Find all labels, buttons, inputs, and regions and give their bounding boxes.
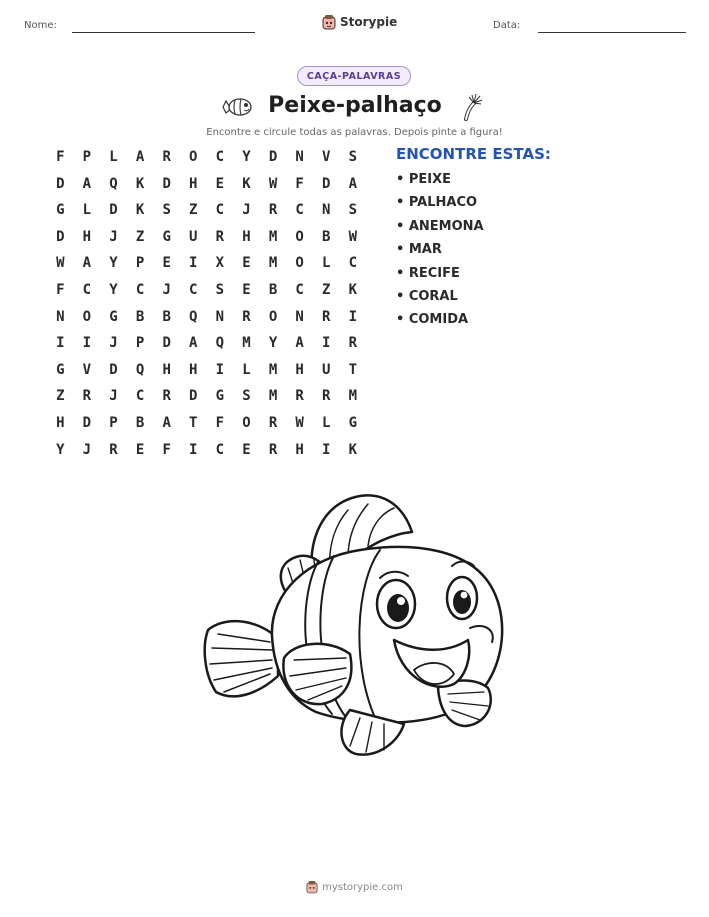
- instructions: Encontre e circule todas as palavras. Depois pinte a figura!: [206, 127, 503, 138]
- grid-cell[interactable]: M: [348, 388, 358, 405]
- name-line: [72, 32, 255, 33]
- grid-cell[interactable]: E: [242, 255, 251, 272]
- grid-cell[interactable]: K: [135, 175, 145, 192]
- grid-cell[interactable]: M: [268, 361, 278, 378]
- grid-cell[interactable]: Q: [215, 335, 225, 352]
- grid-cell[interactable]: D: [56, 228, 65, 245]
- grid-row: [47, 335, 366, 362]
- grid-cell[interactable]: Y: [109, 255, 118, 272]
- word-list: [396, 172, 484, 336]
- grid-cell[interactable]: E: [242, 281, 251, 298]
- grid-cell[interactable]: B: [322, 228, 331, 245]
- grid-cell[interactable]: Q: [109, 175, 118, 192]
- grid-cell[interactable]: J: [109, 228, 118, 245]
- grid-cell[interactable]: L: [322, 255, 331, 272]
- grid-cell[interactable]: B: [135, 308, 145, 325]
- grid-cell[interactable]: E: [162, 255, 171, 272]
- grid-cell[interactable]: D: [109, 361, 118, 378]
- grid-cell[interactable]: I: [322, 441, 331, 458]
- grid-cell[interactable]: I: [322, 335, 331, 352]
- grid-cell[interactable]: C: [215, 202, 225, 219]
- grid-cell[interactable]: W: [56, 255, 65, 272]
- grid-cell[interactable]: J: [242, 202, 251, 219]
- grid-cell[interactable]: W: [295, 414, 304, 431]
- grid-cell[interactable]: G: [56, 202, 65, 219]
- grid-cell[interactable]: C: [215, 441, 225, 458]
- grid-cell[interactable]: R: [215, 228, 225, 245]
- word-item: • MAR: [396, 242, 442, 258]
- grid-cell[interactable]: H: [162, 361, 171, 378]
- grid-cell[interactable]: H: [189, 175, 198, 192]
- grid-row: [47, 229, 366, 256]
- grid-cell[interactable]: F: [56, 281, 65, 298]
- clownfish-illustration[interactable]: [200, 488, 510, 758]
- grid-cell[interactable]: Z: [56, 388, 65, 405]
- grid-cell[interactable]: O: [82, 308, 92, 325]
- grid-cell[interactable]: T: [189, 414, 198, 431]
- grid-row: [47, 202, 366, 229]
- grid-row: [47, 442, 366, 469]
- brand-name: Storypie: [340, 15, 398, 29]
- grid-cell[interactable]: Y: [268, 335, 278, 352]
- grid-row: [47, 388, 366, 415]
- grid-cell[interactable]: V: [322, 149, 331, 165]
- footer-url[interactable]: mystorypie.com: [322, 881, 403, 893]
- grid-cell[interactable]: E: [242, 441, 251, 458]
- grid-cell[interactable]: D: [56, 175, 65, 192]
- word-item: • RECIFE: [396, 265, 460, 281]
- grid-row: [47, 149, 366, 176]
- grid-cell[interactable]: Z: [189, 202, 198, 219]
- grid-cell[interactable]: B: [268, 281, 278, 298]
- grid-cell[interactable]: F: [56, 149, 65, 165]
- grid-cell[interactable]: N: [295, 149, 304, 165]
- grid-cell[interactable]: D: [82, 414, 92, 431]
- grid-cell[interactable]: R: [268, 441, 278, 458]
- grid-cell[interactable]: H: [295, 441, 304, 458]
- grid-cell[interactable]: P: [109, 414, 118, 431]
- grid-cell[interactable]: F: [162, 441, 171, 458]
- grid-cell[interactable]: F: [295, 175, 304, 192]
- grid-cell[interactable]: M: [268, 228, 278, 245]
- grid-cell[interactable]: R: [322, 388, 331, 405]
- grid-cell[interactable]: C: [215, 149, 225, 165]
- word-item: • ANEMONA: [396, 218, 484, 234]
- grid-cell[interactable]: G: [162, 228, 171, 245]
- grid-cell[interactable]: D: [162, 175, 171, 192]
- name-label: Nome:: [24, 20, 57, 31]
- grid-cell[interactable]: D: [268, 149, 278, 165]
- grid-cell[interactable]: V: [82, 361, 92, 378]
- grid-cell[interactable]: L: [109, 149, 118, 165]
- grid-cell[interactable]: R: [295, 388, 304, 405]
- grid-cell[interactable]: H: [189, 361, 198, 378]
- grid-cell[interactable]: C: [295, 202, 304, 219]
- grid-cell[interactable]: R: [322, 308, 331, 325]
- grid-cell[interactable]: K: [242, 175, 251, 192]
- storypie-logo-icon: [322, 14, 336, 30]
- grid-cell[interactable]: N: [295, 308, 304, 325]
- grid-cell[interactable]: E: [215, 175, 225, 192]
- grid-cell[interactable]: G: [348, 414, 358, 431]
- grid-cell[interactable]: R: [268, 414, 278, 431]
- grid-cell[interactable]: G: [215, 388, 225, 405]
- footer: [0, 880, 709, 894]
- grid-cell[interactable]: R: [82, 388, 92, 405]
- grid-cell[interactable]: H: [295, 361, 304, 378]
- grid-cell[interactable]: S: [162, 202, 171, 219]
- grid-cell[interactable]: I: [189, 441, 198, 458]
- grid-row: [47, 362, 366, 389]
- grid-cell[interactable]: D: [109, 202, 118, 219]
- grid-cell[interactable]: M: [242, 335, 251, 352]
- word-item: • CORAL: [396, 288, 458, 304]
- grid-cell[interactable]: H: [56, 414, 65, 431]
- grid-cell[interactable]: A: [135, 149, 145, 165]
- grid-cell[interactable]: H: [82, 228, 92, 245]
- grid-cell[interactable]: U: [322, 361, 331, 378]
- grid-row: [47, 176, 366, 203]
- grid-cell[interactable]: Y: [109, 281, 118, 298]
- grid-row: [47, 415, 366, 442]
- grid-cell[interactable]: E: [135, 441, 145, 458]
- grid-cell[interactable]: D: [322, 175, 331, 192]
- grid-cell[interactable]: Y: [56, 441, 65, 458]
- grid-cell[interactable]: Y: [242, 149, 251, 165]
- date-line: [538, 32, 686, 33]
- grid-cell[interactable]: M: [268, 255, 278, 272]
- grid-cell[interactable]: M: [268, 388, 278, 405]
- grid-cell[interactable]: Z: [322, 281, 331, 298]
- grid-cell[interactable]: U: [189, 228, 198, 245]
- grid-cell[interactable]: A: [348, 175, 358, 192]
- grid-cell[interactable]: X: [215, 255, 225, 272]
- grid-cell[interactable]: I: [215, 361, 225, 378]
- grid-cell[interactable]: R: [162, 149, 171, 165]
- word-search-grid: [47, 149, 366, 468]
- grid-cell[interactable]: K: [348, 441, 358, 458]
- category-badge: CAÇA-PALAVRAS: [297, 66, 411, 86]
- word-item: • PALHACO: [396, 195, 478, 211]
- page-title: Peixe-palhaço: [268, 93, 442, 118]
- grid-cell[interactable]: P: [82, 149, 92, 165]
- grid-cell[interactable]: B: [135, 414, 145, 431]
- grid-cell[interactable]: C: [135, 388, 145, 405]
- grid-cell[interactable]: A: [82, 175, 92, 192]
- grid-row: [47, 255, 366, 282]
- grid-cell[interactable]: L: [82, 202, 92, 219]
- grid-cell[interactable]: C: [295, 281, 304, 298]
- word-item: • PEIXE: [396, 172, 451, 187]
- grid-cell[interactable]: O: [242, 414, 251, 431]
- grid-cell[interactable]: P: [135, 255, 145, 272]
- grid-cell[interactable]: C: [189, 281, 198, 298]
- grid-cell[interactable]: R: [348, 335, 358, 352]
- grid-cell[interactable]: A: [295, 335, 304, 352]
- grid-cell[interactable]: R: [109, 441, 118, 458]
- grid-cell[interactable]: S: [215, 281, 225, 298]
- grid-cell[interactable]: W: [268, 175, 278, 192]
- grid-cell[interactable]: Q: [189, 308, 198, 325]
- grid-row: [47, 309, 366, 336]
- grid-cell[interactable]: C: [135, 281, 145, 298]
- grid-cell[interactable]: R: [242, 308, 251, 325]
- grid-cell[interactable]: O: [268, 308, 278, 325]
- grid-cell[interactable]: N: [56, 308, 65, 325]
- grid-cell[interactable]: N: [215, 308, 225, 325]
- grid-cell[interactable]: H: [242, 228, 251, 245]
- grid-cell[interactable]: D: [162, 335, 171, 352]
- grid-cell[interactable]: C: [82, 281, 92, 298]
- grid-cell[interactable]: J: [109, 388, 118, 405]
- grid-cell[interactable]: I: [348, 308, 358, 325]
- grid-cell[interactable]: I: [56, 335, 65, 352]
- grid-cell[interactable]: F: [215, 414, 225, 431]
- word-list-title: ENCONTRE ESTAS:: [396, 145, 551, 163]
- grid-cell[interactable]: D: [189, 388, 198, 405]
- grid-cell[interactable]: S: [348, 202, 358, 219]
- grid-cell[interactable]: P: [135, 335, 145, 352]
- grid-row: [47, 282, 366, 309]
- brand: [322, 14, 397, 30]
- grid-cell[interactable]: R: [268, 202, 278, 219]
- grid-cell[interactable]: R: [162, 388, 171, 405]
- grid-cell[interactable]: J: [162, 281, 171, 298]
- grid-cell[interactable]: L: [322, 414, 331, 431]
- storypie-logo-icon: [306, 880, 318, 894]
- grid-cell[interactable]: J: [82, 441, 92, 458]
- grid-cell[interactable]: J: [109, 335, 118, 352]
- grid-cell[interactable]: G: [56, 361, 65, 378]
- grid-cell[interactable]: I: [82, 335, 92, 352]
- grid-cell[interactable]: Q: [135, 361, 145, 378]
- grid-cell[interactable]: K: [135, 202, 145, 219]
- grid-cell[interactable]: A: [82, 255, 92, 272]
- grid-cell[interactable]: O: [189, 149, 198, 165]
- grid-cell[interactable]: Z: [135, 228, 145, 245]
- grid-cell[interactable]: O: [295, 228, 304, 245]
- grid-cell[interactable]: I: [189, 255, 198, 272]
- grid-cell[interactable]: S: [242, 388, 251, 405]
- anemone-icon: [460, 91, 486, 121]
- grid-cell[interactable]: B: [162, 308, 171, 325]
- grid-cell[interactable]: N: [322, 202, 331, 219]
- date-label: Data:: [493, 20, 521, 31]
- grid-cell[interactable]: A: [189, 335, 198, 352]
- grid-cell[interactable]: L: [242, 361, 251, 378]
- grid-cell[interactable]: K: [348, 281, 358, 298]
- grid-cell[interactable]: O: [295, 255, 304, 272]
- grid-cell[interactable]: T: [348, 361, 358, 378]
- grid-cell[interactable]: S: [348, 149, 358, 165]
- grid-cell[interactable]: G: [109, 308, 118, 325]
- grid-cell[interactable]: C: [348, 255, 358, 272]
- word-item: • COMIDA: [396, 312, 469, 328]
- grid-cell[interactable]: W: [348, 228, 358, 245]
- grid-cell[interactable]: A: [162, 414, 171, 431]
